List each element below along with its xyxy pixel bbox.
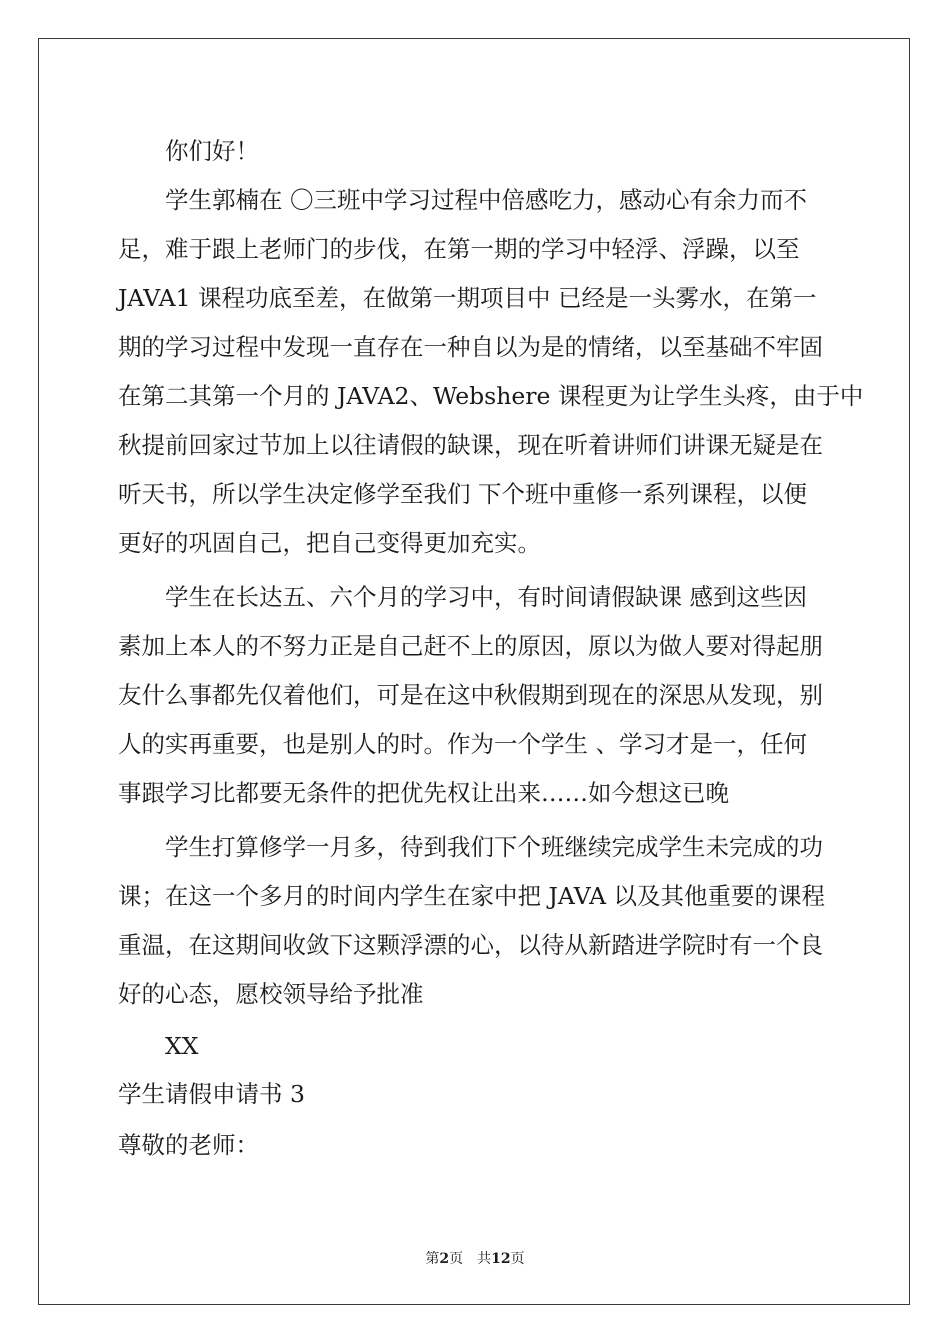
footer-mid: 页 共 bbox=[449, 1251, 492, 1267]
paragraph-2-line: 学生在长达五、六个月的学习中，有时间请假缺课 感到这些因 bbox=[165, 583, 807, 611]
footer-total-pages: 12 bbox=[491, 1251, 511, 1267]
paragraph-3-line: 课；在这一个多月的时间内学生在家中把 JAVA 以及其他重要的课程 bbox=[118, 882, 826, 910]
paragraph-3-line: 好的心态，愿校领导给予批准 bbox=[118, 980, 424, 1008]
footer-page-number: 2 bbox=[439, 1251, 450, 1267]
paragraph-2-line: 友什么事都先仅着他们，可是在这中秋假期到现在的深思从发现，别 bbox=[118, 681, 823, 709]
paragraph-3-line: 重温，在这期间收敛下这颗浮漂的心，以待从新踏进学院时有一个良 bbox=[118, 931, 823, 959]
paragraph-2-line: 素加上本人的不努力正是自己赶不上的原因，原以为做人要对得起朋 bbox=[118, 632, 823, 660]
page-footer bbox=[0, 1248, 950, 1268]
paragraph-3-line: 学生打算修学一月多，待到我们下个班继续完成学生未完成的功 bbox=[165, 833, 823, 861]
paragraph-1-line: 足，难于跟上老师门的步伐，在第一期的学习中轻浮、浮躁，以至 bbox=[118, 235, 800, 263]
salutation: 尊敬的老师： bbox=[118, 1131, 259, 1159]
paragraph-1-line: 更好的巩固自己，把自己变得更加充实。 bbox=[118, 529, 541, 557]
paragraph-1-line: 在第二其第一个月的 JAVA2、Webshere 课程更为让学生头疼，由于中 bbox=[118, 382, 864, 410]
footer-prefix: 第 bbox=[425, 1251, 440, 1267]
paragraph-2-line: 事跟学习比都要无条件的把优先权让出来……如今想这已晚 bbox=[118, 779, 729, 807]
section-title: 学生请假申请书 3 bbox=[118, 1080, 305, 1108]
paragraph-1-line: 期的学习过程中发现一直存在一种自以为是的情绪，以至基础不牢固 bbox=[118, 333, 823, 361]
greeting: 你们好！ bbox=[165, 137, 259, 165]
paragraph-1-line: 秋提前回家过节加上以往请假的缺课，现在听着讲师们讲课无疑是在 bbox=[118, 431, 823, 459]
paragraph-1-line: 学生郭楠在 〇三班中学习过程中倍感吃力，感动心有余力而不 bbox=[165, 186, 807, 214]
paragraph-1-line: 听天书，所以学生决定修学至我们 下个班中重修一系列课程，以便 bbox=[118, 480, 807, 508]
paragraph-1-line: JAVA1 课程功底至差，在做第一期项目中 已经是一头雾水，在第一 bbox=[118, 284, 817, 312]
signature: XX bbox=[165, 1032, 199, 1060]
paragraph-2-line: 人的实再重要，也是别人的时。作为一个学生 、学习才是一，任何 bbox=[118, 730, 807, 758]
footer-suffix: 页 bbox=[510, 1251, 525, 1267]
page-border bbox=[38, 38, 910, 1305]
